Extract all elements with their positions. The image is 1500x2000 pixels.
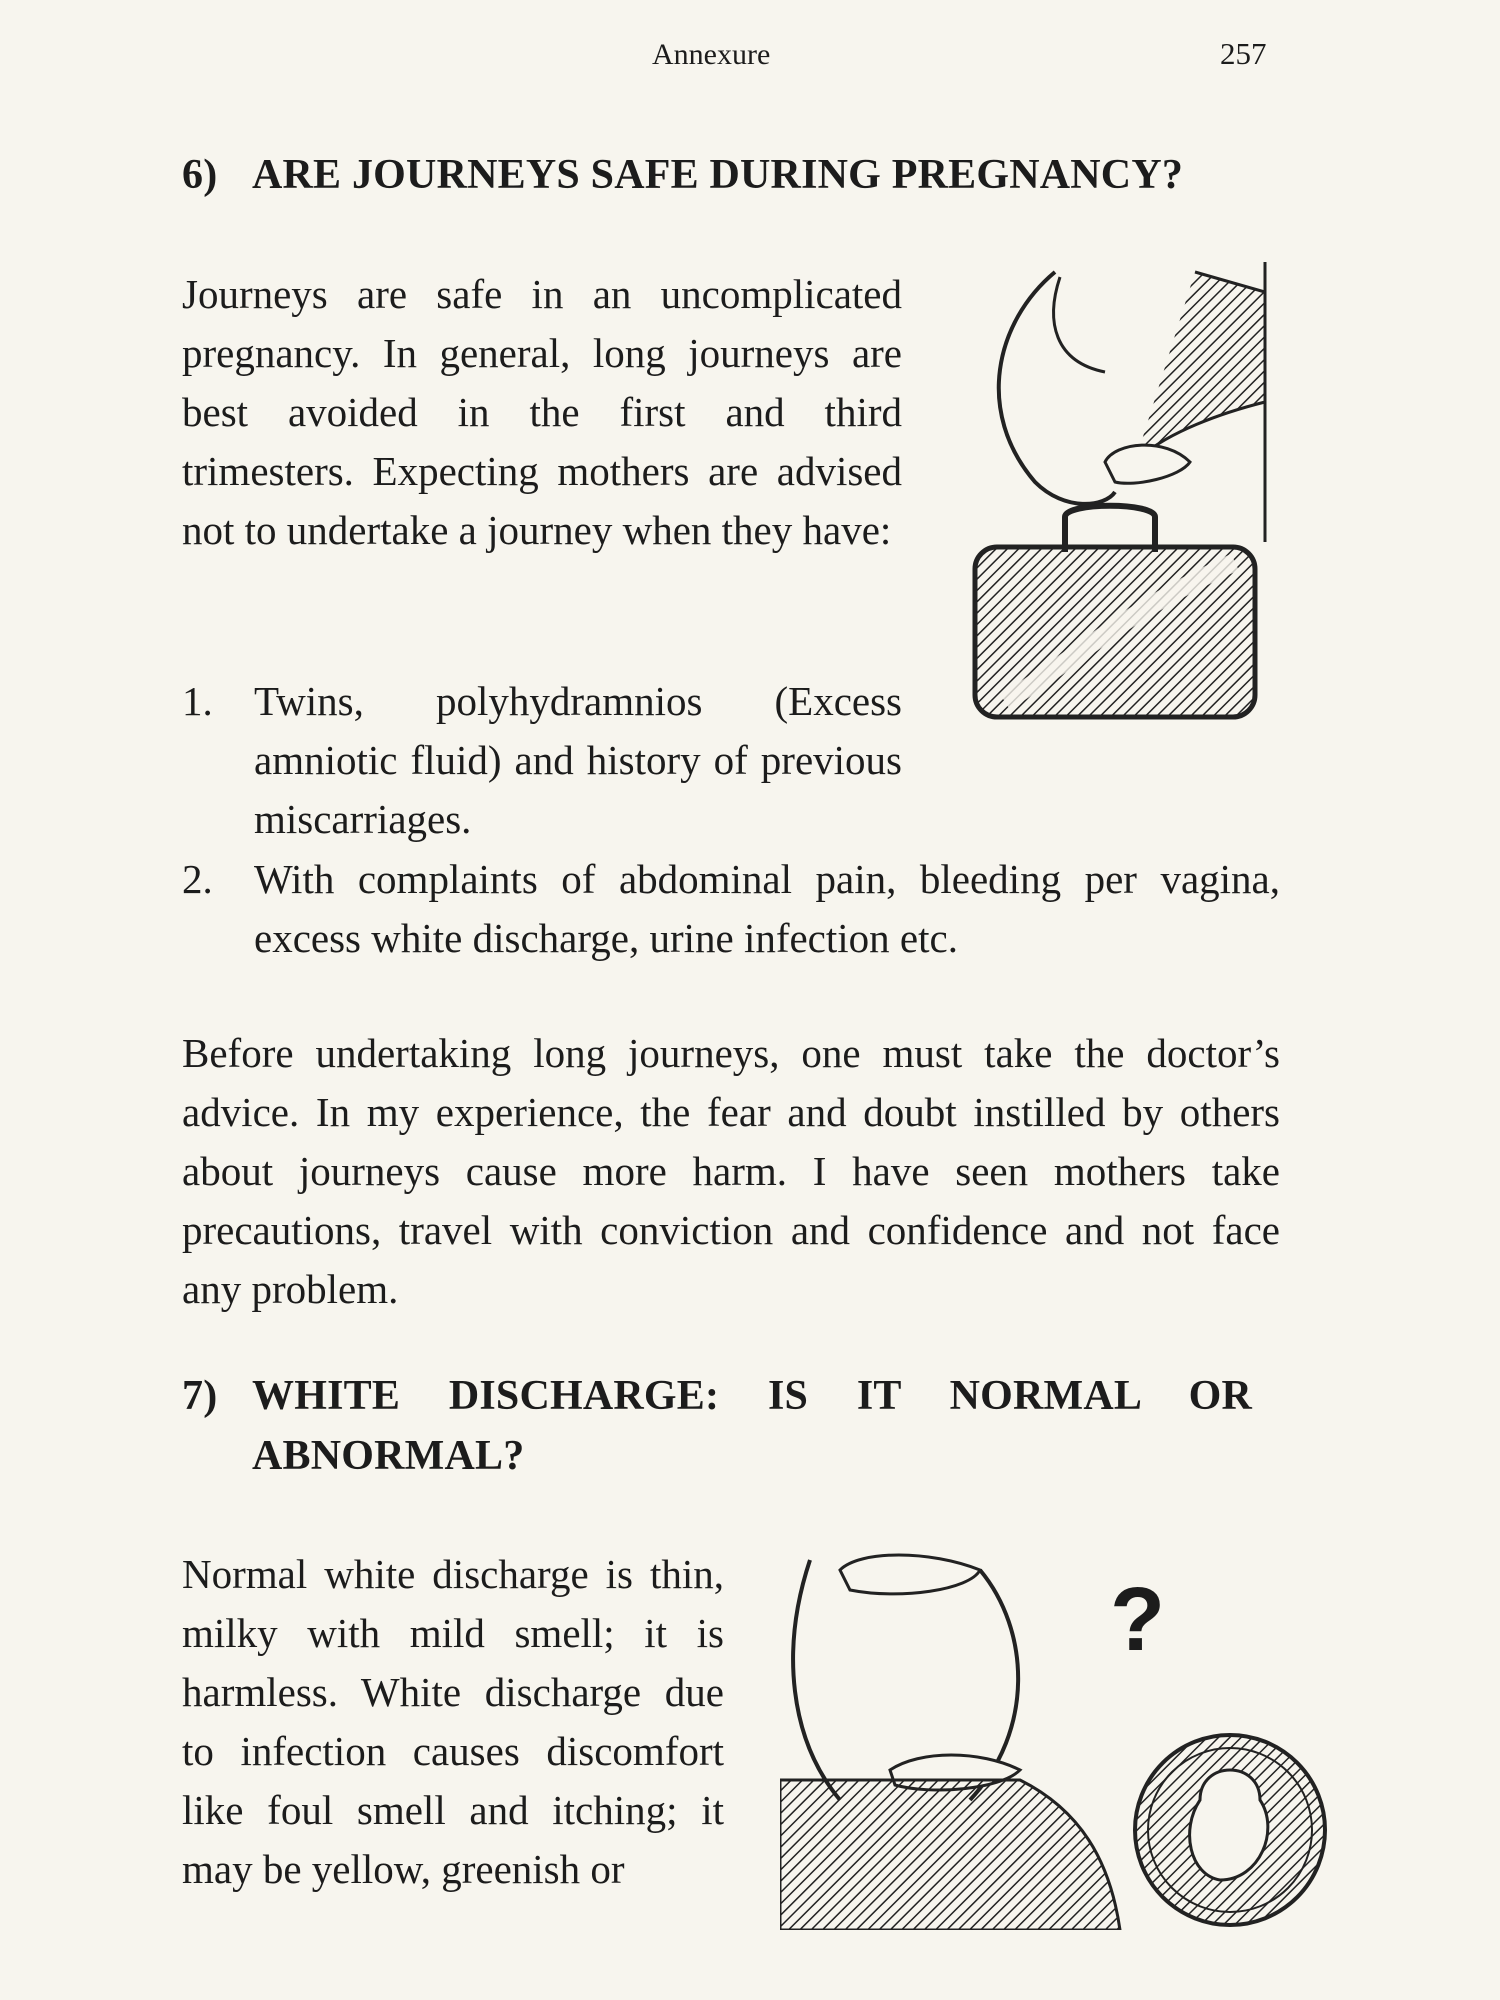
question-illustration	[780, 1530, 1340, 1930]
section-7-heading	[182, 1366, 1282, 1486]
section-6-advice: Before undertaking long journeys, one must take the doctor’s advice. In my experience, the fear and doubt instilled by others about journeys cause more harm. I have seen mothers take precautions, travel with conviction and confidence and not face any problem.	[182, 1030, 1280, 1312]
section-6-intro: Journeys are safe in an uncomplicated pregnancy. In general, long journeys are best avoided in the first and third trimesters. Expecting mothers are advised not to undertake a journey when they have:	[182, 271, 902, 553]
running-header: Annexure	[652, 38, 771, 71]
list-item	[182, 672, 902, 849]
page-number: 257	[1220, 36, 1267, 71]
pregnant-woman-suitcase-icon	[965, 262, 1300, 732]
question-mark-icon: ?	[1110, 1570, 1165, 1670]
section-7-body: Normal white discharge is thin, milky with mild smell; it is harmless. White discharge due to infection causes discomfort like foul smell and itching; it may be yellow, greenish or	[182, 1551, 724, 1892]
list-item-text: With complaints of abdominal pain, bleeding per vagina, excess white discharge, urine infection etc.	[254, 856, 1280, 961]
section-7-number: 7)	[182, 1373, 218, 1419]
list-item-text: Twins, polyhydramnios (Excess amniotic fluid) and history of previous miscarriages.	[254, 678, 902, 842]
list-marker: 1.	[182, 678, 213, 724]
section-6-number: 6)	[182, 152, 218, 198]
section-7-title: WHITE DISCHARGE: IS IT NORMAL OR ABNORMAL?	[252, 1373, 1252, 1479]
section-6-title: ARE JOURNEYS SAFE DURING PREGNANCY?	[252, 152, 1184, 198]
pregnant-woman-question-icon	[780, 1530, 1340, 1930]
section-6-list-1	[182, 672, 902, 849]
list-marker: 2.	[182, 856, 213, 902]
suitcase-illustration	[965, 262, 1300, 732]
list-item	[182, 850, 1280, 968]
section-6-heading	[182, 145, 1282, 205]
section-6-list-2	[182, 850, 1280, 968]
